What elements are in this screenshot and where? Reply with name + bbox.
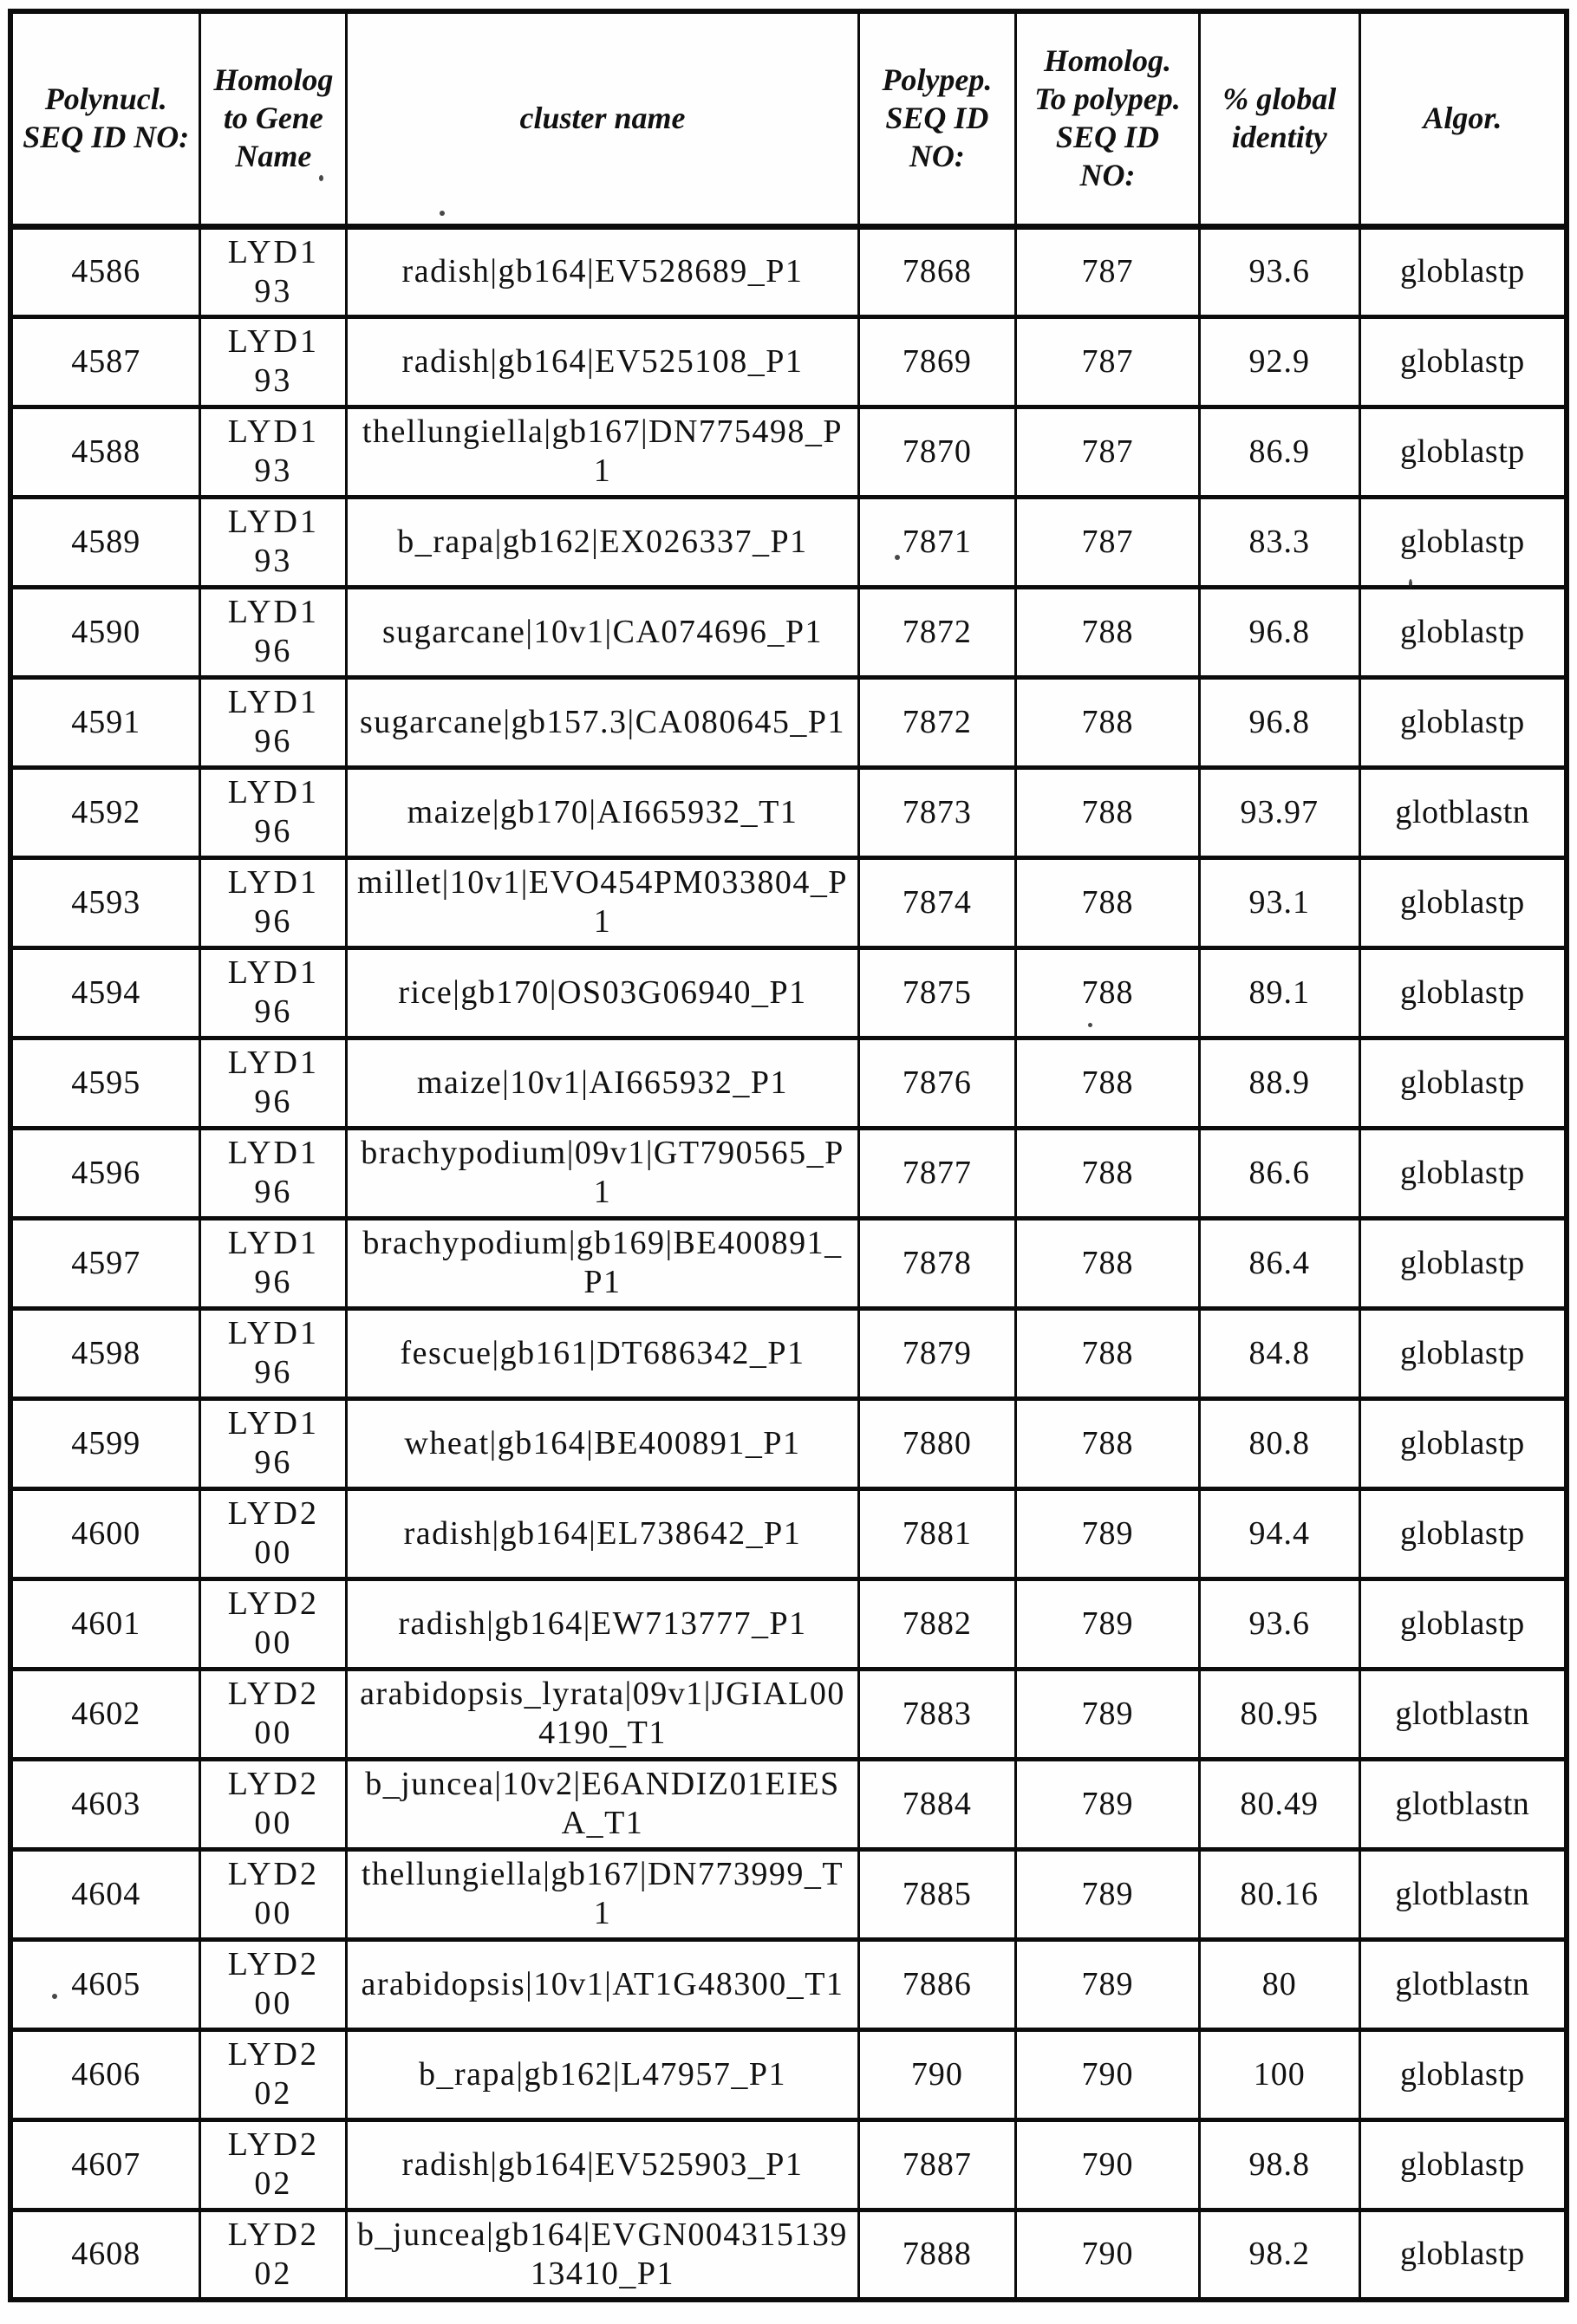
cell-algorithm: glotblastn: [1359, 1669, 1567, 1759]
cell-cluster-name: arabidopsis_lyrata|09v1|JGIAL004190_T1: [347, 1669, 859, 1759]
cell-polypep-seq-id: 7881: [858, 1488, 1015, 1579]
cell-gene-name: LYD200: [200, 1849, 347, 1939]
cell-algorithm: glotblastn: [1359, 1939, 1567, 2029]
cell-gene-name: LYD202: [200, 2029, 347, 2119]
cell-polypep-seq-id: 790: [858, 2029, 1015, 2119]
cell-polypep-seq-id: 7880: [858, 1398, 1015, 1488]
column-header-homolog-polypep-seq-id: Homolog. To polypep. SEQ ID NO:: [1016, 11, 1200, 226]
cell-polynucl-seq-id: 4592: [10, 767, 200, 857]
cell-algorithm: globlastp: [1359, 226, 1567, 316]
cell-homolog-seq-id: 788: [1016, 677, 1200, 767]
cell-algorithm: globlastp: [1359, 1038, 1567, 1128]
cell-gene-name: LYD193: [200, 226, 347, 316]
cell-homolog-seq-id: 788: [1016, 767, 1200, 857]
cell-cluster-name: sugarcane|gb157.3|CA080645_P1: [347, 677, 859, 767]
cell-cluster-name: b_juncea|10v2|E6ANDIZ01EIESA_T1: [347, 1759, 859, 1849]
cell-gene-name: LYD196: [200, 767, 347, 857]
table-row: [10, 316, 1567, 407]
table-row: [10, 2210, 1567, 2300]
cell-cluster-name: wheat|gb164|BE400891_P1: [347, 1398, 859, 1488]
cell-global-identity: 98.2: [1199, 2210, 1359, 2300]
cell-global-identity: 93.97: [1199, 767, 1359, 857]
cell-cluster-name: sugarcane|10v1|CA074696_P1: [347, 587, 859, 677]
cell-cluster-name: brachypodium|09v1|GT790565_P1: [347, 1128, 859, 1218]
cell-global-identity: 93.6: [1199, 226, 1359, 316]
cell-cluster-name: radish|gb164|EV528689_P1: [347, 226, 859, 316]
cell-homolog-seq-id: 787: [1016, 407, 1200, 497]
table-header: [10, 11, 1567, 226]
cell-algorithm: globlastp: [1359, 407, 1567, 497]
cell-gene-name: LYD196: [200, 1128, 347, 1218]
cell-cluster-name: radish|gb164|EW713777_P1: [347, 1579, 859, 1669]
cell-homolog-seq-id: 788: [1016, 947, 1200, 1038]
scan-speck: [440, 211, 445, 216]
cell-algorithm: globlastp: [1359, 2210, 1567, 2300]
cell-algorithm: glotblastn: [1359, 767, 1567, 857]
cell-algorithm: globlastp: [1359, 1488, 1567, 1579]
table-row: [10, 677, 1567, 767]
cell-gene-name: LYD193: [200, 407, 347, 497]
cell-cluster-name: thellungiella|gb167|DN775498_P1: [347, 407, 859, 497]
cell-polynucl-seq-id: 4607: [10, 2119, 200, 2210]
cell-polynucl-seq-id: 4608: [10, 2210, 200, 2300]
cell-polynucl-seq-id: 4605: [10, 1939, 200, 2029]
cell-homolog-seq-id: 789: [1016, 1849, 1200, 1939]
cell-polynucl-seq-id: 4597: [10, 1218, 200, 1308]
cell-cluster-name: b_rapa|gb162|EX026337_P1: [347, 497, 859, 587]
cell-global-identity: 80.49: [1199, 1759, 1359, 1849]
cell-global-identity: 100: [1199, 2029, 1359, 2119]
table-row: [10, 1849, 1567, 1939]
cell-polynucl-seq-id: 4589: [10, 497, 200, 587]
cell-global-identity: 93.6: [1199, 1579, 1359, 1669]
cell-polynucl-seq-id: 4598: [10, 1308, 200, 1398]
cell-homolog-seq-id: 788: [1016, 1128, 1200, 1218]
cell-homolog-seq-id: 790: [1016, 2119, 1200, 2210]
cell-cluster-name: maize|gb170|AI665932_T1: [347, 767, 859, 857]
cell-cluster-name: maize|10v1|AI665932_P1: [347, 1038, 859, 1128]
cell-polynucl-seq-id: 4606: [10, 2029, 200, 2119]
table-row: [10, 1669, 1567, 1759]
table-row: [10, 947, 1567, 1038]
cell-gene-name: LYD196: [200, 1038, 347, 1128]
cell-global-identity: 93.1: [1199, 857, 1359, 947]
cell-algorithm: globlastp: [1359, 587, 1567, 677]
cell-polypep-seq-id: 7868: [858, 226, 1015, 316]
column-header-polypep-seq-id: Polypep. SEQ ID NO:: [858, 11, 1015, 226]
cell-polypep-seq-id: 7882: [858, 1579, 1015, 1669]
table-row: [10, 1939, 1567, 2029]
cell-cluster-name: rice|gb170|OS03G06940_P1: [347, 947, 859, 1038]
cell-polypep-seq-id: 7871: [858, 497, 1015, 587]
homology-table: [8, 9, 1569, 2302]
table-row: [10, 587, 1567, 677]
cell-homolog-seq-id: 788: [1016, 587, 1200, 677]
cell-homolog-seq-id: 788: [1016, 1308, 1200, 1398]
cell-gene-name: LYD202: [200, 2210, 347, 2300]
table-row: [10, 1759, 1567, 1849]
cell-polynucl-seq-id: 4594: [10, 947, 200, 1038]
cell-cluster-name: brachypodium|gb169|BE400891_P1: [347, 1218, 859, 1308]
cell-homolog-seq-id: 789: [1016, 1579, 1200, 1669]
cell-polynucl-seq-id: 4602: [10, 1669, 200, 1759]
header-row: [10, 11, 1567, 226]
cell-global-identity: 84.8: [1199, 1308, 1359, 1398]
cell-polynucl-seq-id: 4596: [10, 1128, 200, 1218]
cell-gene-name: LYD193: [200, 316, 347, 407]
cell-polynucl-seq-id: 4603: [10, 1759, 200, 1849]
table-row: [10, 1128, 1567, 1218]
cell-cluster-name: b_rapa|gb162|L47957_P1: [347, 2029, 859, 2119]
cell-polynucl-seq-id: 4599: [10, 1398, 200, 1488]
cell-gene-name: LYD200: [200, 1488, 347, 1579]
scan-speck: [52, 1994, 57, 1999]
cell-polynucl-seq-id: 4590: [10, 587, 200, 677]
cell-global-identity: 89.1: [1199, 947, 1359, 1038]
cell-homolog-seq-id: 789: [1016, 1939, 1200, 2029]
cell-homolog-seq-id: 787: [1016, 226, 1200, 316]
cell-polypep-seq-id: 7877: [858, 1128, 1015, 1218]
cell-global-identity: 83.3: [1199, 497, 1359, 587]
cell-algorithm: globlastp: [1359, 2119, 1567, 2210]
table-row: [10, 497, 1567, 587]
cell-gene-name: LYD196: [200, 947, 347, 1038]
table-row: [10, 857, 1567, 947]
cell-global-identity: 88.9: [1199, 1038, 1359, 1128]
cell-polynucl-seq-id: 4588: [10, 407, 200, 497]
table-row: [10, 1488, 1567, 1579]
cell-polypep-seq-id: 7887: [858, 2119, 1015, 2210]
cell-global-identity: 92.9: [1199, 316, 1359, 407]
cell-global-identity: 80.95: [1199, 1669, 1359, 1759]
scan-speck: [895, 555, 900, 560]
cell-polypep-seq-id: 7876: [858, 1038, 1015, 1128]
cell-polypep-seq-id: 7870: [858, 407, 1015, 497]
cell-homolog-seq-id: 789: [1016, 1669, 1200, 1759]
cell-homolog-seq-id: 790: [1016, 2029, 1200, 2119]
table-row: [10, 407, 1567, 497]
cell-cluster-name: radish|gb164|EV525903_P1: [347, 2119, 859, 2210]
table-row: [10, 1308, 1567, 1398]
cell-global-identity: 80: [1199, 1939, 1359, 2029]
cell-cluster-name: radish|gb164|EV525108_P1: [347, 316, 859, 407]
column-header-homolog-gene-name: Homolog to Gene Name: [200, 11, 347, 226]
cell-gene-name: LYD196: [200, 1308, 347, 1398]
cell-global-identity: 98.8: [1199, 2119, 1359, 2210]
cell-polypep-seq-id: 7883: [858, 1669, 1015, 1759]
column-header-polynucl-seq-id: Polynucl. SEQ ID NO:: [10, 11, 200, 226]
cell-gene-name: LYD196: [200, 677, 347, 767]
cell-global-identity: 86.4: [1199, 1218, 1359, 1308]
cell-algorithm: globlastp: [1359, 857, 1567, 947]
cell-global-identity: 86.9: [1199, 407, 1359, 497]
cell-gene-name: LYD200: [200, 1669, 347, 1759]
table-row: [10, 1579, 1567, 1669]
cell-homolog-seq-id: 787: [1016, 497, 1200, 587]
cell-algorithm: globlastp: [1359, 1398, 1567, 1488]
cell-polypep-seq-id: 7875: [858, 947, 1015, 1038]
cell-algorithm: globlastp: [1359, 1128, 1567, 1218]
cell-polynucl-seq-id: 4601: [10, 1579, 200, 1669]
cell-cluster-name: arabidopsis|10v1|AT1G48300_T1: [347, 1939, 859, 2029]
cell-algorithm: globlastp: [1359, 1218, 1567, 1308]
table-row: [10, 2029, 1567, 2119]
table-row: [10, 767, 1567, 857]
cell-cluster-name: b_juncea|gb164|EVGN00431513913410_P1: [347, 2210, 859, 2300]
cell-algorithm: globlastp: [1359, 677, 1567, 767]
cell-algorithm: globlastp: [1359, 316, 1567, 407]
scan-speck: [1088, 1023, 1092, 1027]
table-row: [10, 1038, 1567, 1128]
cell-global-identity: 80.8: [1199, 1398, 1359, 1488]
cell-polypep-seq-id: 7888: [858, 2210, 1015, 2300]
cell-algorithm: globlastp: [1359, 2029, 1567, 2119]
cell-cluster-name: fescue|gb161|DT686342_P1: [347, 1308, 859, 1398]
cell-homolog-seq-id: 788: [1016, 1398, 1200, 1488]
cell-algorithm: glotblastn: [1359, 1759, 1567, 1849]
scan-speck: [1409, 579, 1412, 589]
cell-gene-name: LYD202: [200, 2119, 347, 2210]
cell-homolog-seq-id: 788: [1016, 1038, 1200, 1128]
cell-homolog-seq-id: 787: [1016, 316, 1200, 407]
column-header-cluster-name: cluster name: [347, 11, 859, 226]
cell-polynucl-seq-id: 4591: [10, 677, 200, 767]
cell-homolog-seq-id: 788: [1016, 1218, 1200, 1308]
cell-algorithm: glotblastn: [1359, 1849, 1567, 1939]
cell-polynucl-seq-id: 4586: [10, 226, 200, 316]
cell-gene-name: LYD196: [200, 857, 347, 947]
cell-algorithm: globlastp: [1359, 947, 1567, 1038]
cell-homolog-seq-id: 789: [1016, 1488, 1200, 1579]
table-row: [10, 2119, 1567, 2210]
cell-polynucl-seq-id: 4593: [10, 857, 200, 947]
cell-polynucl-seq-id: 4595: [10, 1038, 200, 1128]
cell-gene-name: LYD200: [200, 1759, 347, 1849]
table-row: [10, 1398, 1567, 1488]
cell-gene-name: LYD196: [200, 587, 347, 677]
cell-gene-name: LYD200: [200, 1579, 347, 1669]
column-header-global-identity: % global identity: [1199, 11, 1359, 226]
cell-cluster-name: thellungiella|gb167|DN773999_T1: [347, 1849, 859, 1939]
cell-global-identity: 96.8: [1199, 677, 1359, 767]
scan-speck: [319, 175, 323, 181]
cell-polypep-seq-id: 7885: [858, 1849, 1015, 1939]
cell-polypep-seq-id: 7872: [858, 677, 1015, 767]
cell-homolog-seq-id: 789: [1016, 1759, 1200, 1849]
cell-polypep-seq-id: 7879: [858, 1308, 1015, 1398]
cell-cluster-name: millet|10v1|EVO454PM033804_P1: [347, 857, 859, 947]
cell-algorithm: globlastp: [1359, 1308, 1567, 1398]
cell-polypep-seq-id: 7886: [858, 1939, 1015, 2029]
table-row: [10, 226, 1567, 316]
cell-polypep-seq-id: 7874: [858, 857, 1015, 947]
cell-polypep-seq-id: 7873: [858, 767, 1015, 857]
cell-polynucl-seq-id: 4604: [10, 1849, 200, 1939]
cell-polypep-seq-id: 7872: [858, 587, 1015, 677]
cell-cluster-name: radish|gb164|EL738642_P1: [347, 1488, 859, 1579]
cell-gene-name: LYD193: [200, 497, 347, 587]
cell-global-identity: 96.8: [1199, 587, 1359, 677]
cell-polynucl-seq-id: 4587: [10, 316, 200, 407]
cell-algorithm: globlastp: [1359, 1579, 1567, 1669]
cell-polypep-seq-id: 7884: [858, 1759, 1015, 1849]
cell-gene-name: LYD196: [200, 1218, 347, 1308]
column-header-algorithm: Algor.: [1359, 11, 1567, 226]
cell-polypep-seq-id: 7878: [858, 1218, 1015, 1308]
cell-global-identity: 86.6: [1199, 1128, 1359, 1218]
table-body: [10, 226, 1567, 2300]
cell-polypep-seq-id: 7869: [858, 316, 1015, 407]
table-row: [10, 1218, 1567, 1308]
cell-gene-name: LYD196: [200, 1398, 347, 1488]
cell-global-identity: 80.16: [1199, 1849, 1359, 1939]
cell-homolog-seq-id: 788: [1016, 857, 1200, 947]
cell-global-identity: 94.4: [1199, 1488, 1359, 1579]
cell-homolog-seq-id: 790: [1016, 2210, 1200, 2300]
cell-gene-name: LYD200: [200, 1939, 347, 2029]
cell-algorithm: globlastp: [1359, 497, 1567, 587]
cell-polynucl-seq-id: 4600: [10, 1488, 200, 1579]
